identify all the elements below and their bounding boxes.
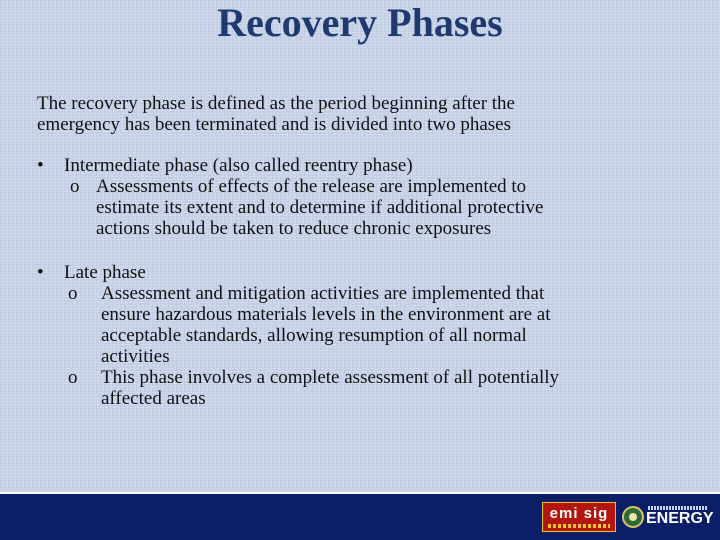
bullet-item-late bbox=[37, 262, 657, 283]
sub-item-line: ensure hazardous materials levels in the environment are at bbox=[101, 304, 551, 325]
emi-sig-logo bbox=[542, 502, 616, 532]
intro-line: emergency has been terminated and is divided into two phases bbox=[37, 114, 511, 135]
emi-logo-text: emi sig bbox=[549, 505, 609, 522]
sub-item-marker: o bbox=[68, 367, 78, 388]
sub-item-line: Assessment and mitigation activities are implemented that bbox=[101, 283, 545, 304]
bullet-item-intermediate bbox=[37, 155, 657, 176]
doe-energy-logo-text: ENERGY bbox=[646, 510, 714, 527]
sub-item-line: acceptable standards, allowing resumption of all normal bbox=[101, 325, 527, 346]
sub-item-line: Assessments of effects of the release are implemented to bbox=[96, 176, 527, 197]
doe-seal-center bbox=[629, 513, 637, 521]
bullet-label: Intermediate phase (also called reentry phase) bbox=[64, 155, 413, 176]
sub-item-line: actions should be taken to reduce chronic exposures bbox=[96, 218, 492, 239]
intro-paragraph bbox=[37, 93, 637, 135]
doe-seal-icon bbox=[622, 506, 644, 528]
sub-item-line: estimate its extent and to determine if additional protective bbox=[96, 197, 544, 218]
sub-item-mitigation bbox=[37, 283, 657, 367]
sub-item-line: affected areas bbox=[101, 388, 206, 409]
sub-item-complete-assessment bbox=[37, 367, 657, 409]
bullet-label: Late phase bbox=[64, 262, 146, 283]
bullet-list-late bbox=[37, 262, 657, 409]
sub-item-line: This phase involves a complete assessment of all potentially bbox=[101, 367, 560, 388]
bullet-list-intermediate bbox=[37, 155, 657, 239]
sub-item-assessments bbox=[37, 176, 657, 239]
sub-item-marker: o bbox=[68, 283, 78, 304]
sub-item-marker: o bbox=[70, 176, 80, 197]
intro-line: The recovery phase is defined as the period beginning after the bbox=[37, 93, 515, 114]
sub-item-line: activities bbox=[101, 346, 170, 367]
emi-logo-tagline-graphic bbox=[548, 524, 610, 528]
slide-title: Recovery Phases bbox=[217, 0, 503, 45]
bullet-marker: • bbox=[37, 155, 44, 176]
bullet-marker: • bbox=[37, 262, 44, 283]
